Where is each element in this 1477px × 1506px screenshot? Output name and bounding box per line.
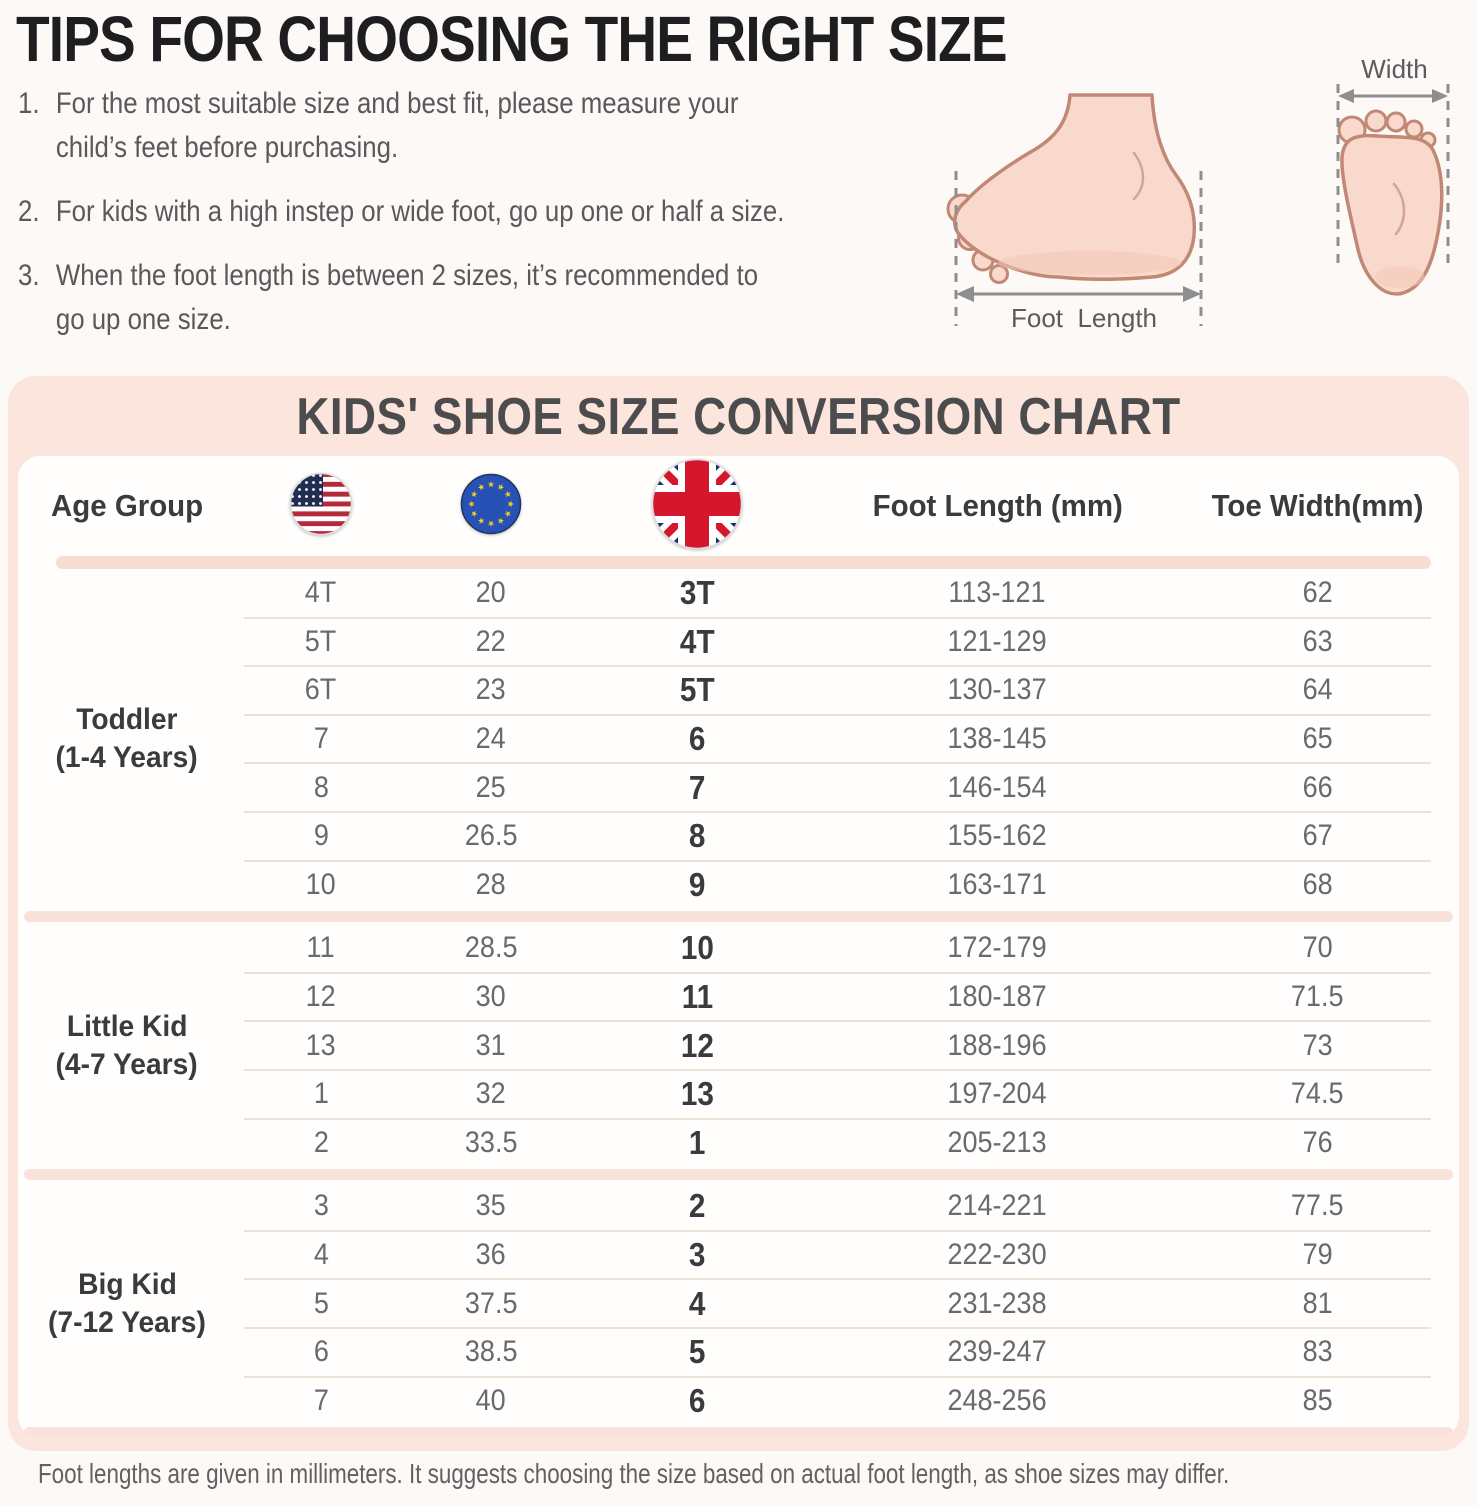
foot-length-cell [818, 618, 1176, 667]
tip-item [18, 190, 844, 234]
table-row [236, 666, 1459, 715]
uk-size-cell [576, 973, 818, 1022]
foot-length-cell [818, 666, 1176, 715]
width-diagram [1312, 54, 1477, 314]
us-size-cell [236, 1231, 406, 1280]
foot-length-cell [818, 861, 1176, 910]
uk-size-cell [576, 861, 818, 910]
us-size-value: 5T [305, 624, 337, 658]
uk-size-cell [576, 618, 818, 667]
eu-size-value: 40 [475, 1383, 506, 1417]
toe-width-cell [1176, 1021, 1459, 1070]
age-group [18, 1182, 1459, 1425]
toe-width-value: 62 [1302, 576, 1333, 610]
us-size-value: 3 [313, 1189, 329, 1223]
us-size-value: 9 [313, 819, 329, 853]
foot-length-value: 188-196 [947, 1028, 1047, 1062]
toe-width-value: 68 [1302, 867, 1333, 901]
age-group-rows [236, 569, 1459, 909]
tip-number: 2. [18, 195, 40, 228]
eu-size-value: 38.5 [464, 1335, 518, 1369]
table-row [236, 924, 1459, 973]
foot-length-cell [818, 1119, 1176, 1168]
toe-width-value: 81 [1302, 1286, 1333, 1320]
uk-size-cell [576, 1328, 818, 1377]
eu-size-cell [406, 666, 576, 715]
uk-size-value: 2 [688, 1187, 706, 1225]
toe-width-cell [1176, 1182, 1459, 1231]
us-size-cell [236, 569, 406, 618]
eu-size-cell [406, 1070, 576, 1119]
foot-length-value: 138-145 [947, 722, 1047, 756]
chart-title: KIDS' SHOE SIZE CONVERSION CHART [296, 388, 1181, 446]
us-size-cell [236, 666, 406, 715]
page-title: TIPS FOR CHOOSING THE RIGHT SIZE [16, 3, 1007, 75]
table-row [236, 1231, 1459, 1280]
eu-size-cell [406, 973, 576, 1022]
eu-size-value: 30 [475, 980, 506, 1014]
tip-item [18, 82, 844, 170]
uk-size-value: 4 [688, 1284, 706, 1322]
header-divider [56, 556, 1431, 569]
uk-size-cell [576, 763, 818, 812]
us-size-value: 12 [305, 980, 337, 1014]
eu-size-value: 28.5 [464, 931, 518, 965]
table-row [236, 973, 1459, 1022]
us-size-cell [236, 1328, 406, 1377]
us-size-cell [236, 618, 406, 667]
foot-length-value: 197-204 [947, 1077, 1047, 1111]
eu-size-cell [406, 1021, 576, 1070]
uk-size-value: 6 [688, 1381, 706, 1419]
foot-length-cell [818, 924, 1176, 973]
toe-width-value: 64 [1302, 673, 1333, 707]
age-group-rows [236, 1182, 1459, 1425]
toe-width-cell [1176, 1231, 1459, 1280]
eu-size-cell [406, 1182, 576, 1231]
foot-length-value: 163-171 [947, 867, 1047, 901]
eu-size-value: 28 [475, 867, 506, 901]
toe-width-cell [1176, 1377, 1459, 1426]
toe-width-cell [1176, 861, 1459, 910]
age-group-label-line: (1-4 Years) [55, 741, 199, 775]
us-size-value: 13 [305, 1028, 337, 1062]
uk-flag-icon [651, 458, 743, 555]
foot-length-value: 130-137 [947, 673, 1047, 707]
toe-width-value: 63 [1302, 624, 1333, 658]
eu-size-value: 26.5 [464, 819, 518, 853]
table-row [236, 1070, 1459, 1119]
foot-length-value: 239-247 [947, 1335, 1047, 1369]
width-label: Width [1361, 54, 1428, 84]
uk-size-value: 7 [688, 768, 706, 806]
foot-length-cell [818, 1070, 1176, 1119]
us-size-value: 6 [313, 1335, 329, 1369]
foot-length-value: 121-129 [947, 624, 1047, 658]
toe-width-cell [1176, 1070, 1459, 1119]
size-table-card [18, 456, 1459, 1438]
uk-size-value: 12 [680, 1026, 714, 1064]
uk-size-value: 6 [688, 720, 706, 758]
eu-size-value: 31 [475, 1028, 506, 1062]
eu-size-cell [406, 924, 576, 973]
table-row [236, 715, 1459, 764]
uk-size-cell [576, 569, 818, 618]
uk-size-value: 10 [680, 929, 714, 967]
foot-length-cell [818, 1021, 1176, 1070]
uk-size-cell [576, 666, 818, 715]
tip-text-line: go up one size. [55, 303, 231, 336]
us-size-cell [236, 1279, 406, 1328]
foot-sole-illustration [1312, 82, 1477, 314]
us-size-cell [236, 861, 406, 910]
uk-size-cell [576, 1231, 818, 1280]
eu-size-value: 36 [475, 1238, 506, 1272]
age-group-label [18, 1182, 236, 1425]
tip-text [56, 254, 758, 342]
us-size-cell [236, 812, 406, 861]
eu-size-value: 35 [475, 1189, 506, 1223]
eu-size-value: 25 [475, 770, 506, 804]
uk-size-value: 9 [688, 865, 706, 903]
table-row [236, 1328, 1459, 1377]
group-divider [24, 1427, 1453, 1438]
eu-size-cell [406, 1231, 576, 1280]
uk-size-cell [576, 812, 818, 861]
uk-size-value: 11 [681, 978, 713, 1016]
toe-width-value: 85 [1302, 1383, 1333, 1417]
foot-length-value: 205-213 [947, 1125, 1047, 1159]
toe-width-value: 67 [1302, 819, 1333, 853]
eu-size-value: 33.5 [464, 1125, 518, 1159]
us-size-value: 10 [305, 867, 337, 901]
toe-width-value: 66 [1302, 770, 1333, 804]
group-divider [24, 911, 1453, 922]
uk-size-cell [576, 1377, 818, 1426]
table-row [236, 1021, 1459, 1070]
us-size-cell [236, 1377, 406, 1426]
us-size-value: 7 [313, 722, 329, 756]
table-row [236, 861, 1459, 910]
toe-width-cell [1176, 1328, 1459, 1377]
table-row [236, 569, 1459, 618]
us-size-value: 7 [313, 1383, 329, 1417]
foot-length-cell [818, 1328, 1176, 1377]
eu-flag-icon [460, 473, 522, 540]
us-size-cell [236, 1070, 406, 1119]
footer-note: Foot lengths are given in millimeters. It suggests choosing the size based on actual foot length, as shoe sizes may differ. [38, 1458, 1230, 1489]
table-row [236, 812, 1459, 861]
us-size-cell [236, 1119, 406, 1168]
us-size-cell [236, 973, 406, 1022]
eu-size-cell [406, 715, 576, 764]
foot-length-value: 180-187 [947, 980, 1047, 1014]
toe-width-cell [1176, 569, 1459, 618]
foot-length-header: Foot Length (mm) [872, 488, 1123, 523]
age-group-header: Age Group [50, 488, 204, 523]
group-divider [24, 1169, 1453, 1180]
tip-number: 1. [18, 87, 40, 120]
uk-size-cell [576, 1021, 818, 1070]
toe-width-cell [1176, 1279, 1459, 1328]
toe-width-value: 79 [1302, 1238, 1333, 1272]
tip-text [56, 82, 739, 170]
eu-size-value: 20 [475, 576, 506, 610]
toe-width-cell [1176, 924, 1459, 973]
foot-length-value: 113-121 [948, 576, 1046, 610]
foot-length-value: 146-154 [947, 770, 1047, 804]
us-flag-icon [289, 472, 353, 541]
tip-number: 3. [18, 259, 40, 292]
us-size-cell [236, 1182, 406, 1231]
toe-width-value: 70 [1302, 931, 1333, 965]
size-table [18, 569, 1459, 1438]
age-group-label-line: (7-12 Years) [48, 1305, 206, 1339]
foot-length-value: 231-238 [947, 1286, 1047, 1320]
foot-length-value: 155-162 [947, 819, 1047, 853]
tip-item [18, 254, 844, 342]
uk-size-cell [576, 1279, 818, 1328]
toe-width-value: 76 [1302, 1125, 1333, 1159]
table-row [236, 618, 1459, 667]
table-row [236, 1279, 1459, 1328]
table-row [236, 1182, 1459, 1231]
eu-size-cell [406, 763, 576, 812]
foot-length-value: 172-179 [947, 931, 1047, 965]
foot-length-cell [818, 1377, 1176, 1426]
eu-size-cell [406, 618, 576, 667]
foot-length-diagram [938, 91, 1230, 341]
toe-width-cell [1176, 763, 1459, 812]
uk-size-cell [576, 924, 818, 973]
table-row [236, 1377, 1459, 1426]
tip-text-line: child’s feet before purchasing. [55, 131, 399, 164]
us-size-value: 6T [305, 673, 337, 707]
toe-width-value: 71.5 [1291, 980, 1344, 1014]
us-size-value: 4T [305, 576, 337, 610]
toe-width-cell [1176, 666, 1459, 715]
toe-width-cell [1176, 618, 1459, 667]
tip-text-line: For kids with a high instep or wide foot, go up one or half a size. [55, 195, 785, 228]
tip-text [56, 190, 785, 234]
tips-list [18, 82, 978, 342]
us-size-cell [236, 715, 406, 764]
foot-length-cell [818, 1279, 1176, 1328]
toe-width-value: 65 [1302, 722, 1333, 756]
foot-length-cell [818, 812, 1176, 861]
us-size-value: 2 [313, 1125, 329, 1159]
age-group [18, 569, 1459, 909]
foot-length-cell [818, 973, 1176, 1022]
uk-size-value: 5T [679, 671, 715, 709]
eu-size-cell [406, 1377, 576, 1426]
tip-text-line: For the most suitable size and best fit, please measure your [55, 87, 739, 120]
tip-text-line: When the foot length is between 2 sizes, it’s recommended to [55, 259, 759, 292]
age-group-label-line: Little Kid [66, 1009, 188, 1043]
table-row [236, 763, 1459, 812]
age-group-label-line: Toddler [76, 703, 178, 737]
us-size-value: 11 [306, 931, 336, 965]
toe-width-cell [1176, 715, 1459, 764]
eu-size-cell [406, 861, 576, 910]
age-group-rows [236, 924, 1459, 1167]
toe-width-value: 83 [1302, 1335, 1333, 1369]
foot-length-label: Foot Length [1011, 303, 1157, 333]
eu-size-cell [406, 1279, 576, 1328]
table-row [236, 1119, 1459, 1168]
toe-width-cell [1176, 1119, 1459, 1168]
foot-length-value: 214-221 [947, 1189, 1047, 1223]
uk-size-cell [576, 1182, 818, 1231]
toe-width-header: Toe Width(mm) [1211, 488, 1424, 523]
uk-size-cell [576, 1070, 818, 1119]
us-size-cell [236, 763, 406, 812]
eu-size-value: 24 [475, 722, 506, 756]
eu-size-value: 32 [475, 1077, 506, 1111]
eu-size-cell [406, 812, 576, 861]
toe-width-cell [1176, 973, 1459, 1022]
us-size-value: 8 [313, 770, 329, 804]
us-size-value: 1 [313, 1077, 329, 1111]
eu-size-value: 23 [475, 673, 506, 707]
size-chart-panel [8, 376, 1469, 1451]
foot-length-cell [818, 1231, 1176, 1280]
foot-length-cell [818, 1182, 1176, 1231]
age-group [18, 924, 1459, 1167]
us-size-value: 4 [313, 1238, 329, 1272]
toe-width-value: 74.5 [1291, 1077, 1344, 1111]
eu-size-value: 37.5 [464, 1286, 518, 1320]
uk-size-cell [576, 1119, 818, 1168]
toe-width-value: 77.5 [1291, 1189, 1344, 1223]
age-group-label [18, 569, 236, 909]
foot-length-cell [818, 569, 1176, 618]
foot-length-value: 222-230 [947, 1238, 1047, 1272]
foot-length-value: 248-256 [947, 1383, 1047, 1417]
eu-size-cell [406, 569, 576, 618]
eu-size-cell [406, 1328, 576, 1377]
uk-size-value: 4T [679, 622, 715, 660]
foot-length-cell [818, 715, 1176, 764]
uk-size-value: 3 [688, 1236, 706, 1274]
eu-size-value: 22 [475, 624, 506, 658]
uk-size-cell [576, 715, 818, 764]
uk-size-value: 8 [688, 817, 706, 855]
uk-size-value: 13 [680, 1075, 714, 1113]
uk-size-value: 1 [688, 1123, 706, 1161]
eu-size-cell [406, 1119, 576, 1168]
us-size-value: 5 [313, 1286, 329, 1320]
age-group-label-line: (4-7 Years) [55, 1047, 199, 1081]
uk-size-value: 5 [688, 1333, 706, 1371]
foot-length-cell [818, 763, 1176, 812]
toe-width-value: 73 [1302, 1028, 1333, 1062]
us-size-cell [236, 924, 406, 973]
us-size-cell [236, 1021, 406, 1070]
age-group-label [18, 924, 236, 1167]
toe-width-cell [1176, 812, 1459, 861]
age-group-label-line: Big Kid [77, 1267, 177, 1301]
uk-size-value: 3T [679, 574, 715, 612]
table-header [18, 456, 1459, 556]
